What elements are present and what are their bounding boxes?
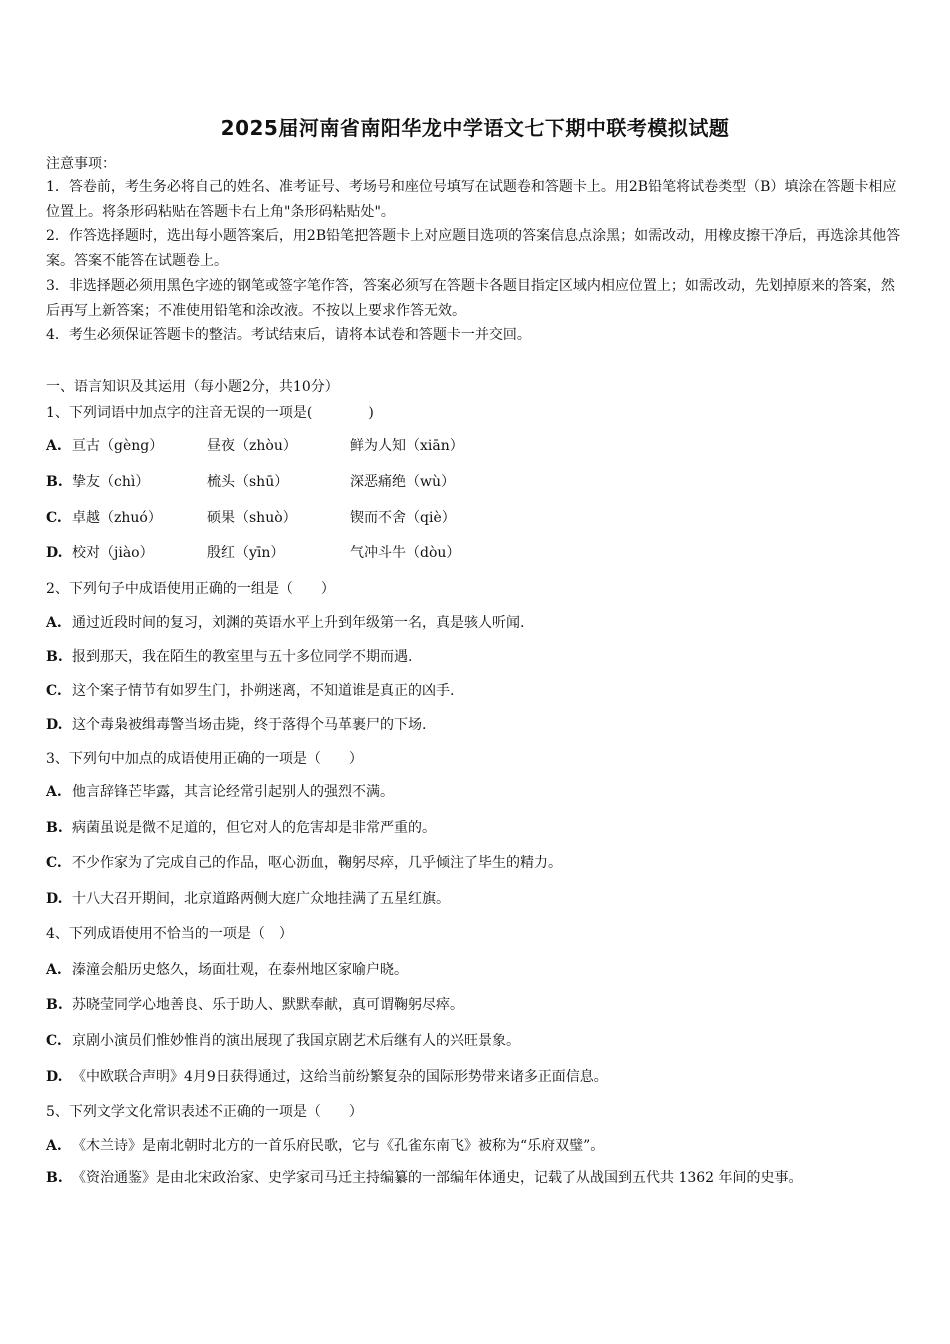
question-4-option-d	[46, 1066, 908, 1086]
option-letter: D.	[46, 545, 63, 561]
option-letter: A.	[46, 962, 62, 978]
question-4-stem: 4、下列成语使用不恰当的一项是（ ）	[46, 926, 293, 942]
option-word: 硕果（shuò）	[207, 510, 297, 526]
option-letter: B.	[46, 997, 63, 1013]
question-5-option-a	[46, 1135, 908, 1155]
page-title: 2025届河南省南阳华龙中学语文七下期中联考模拟试题	[220, 116, 730, 140]
question-2-option-d	[46, 714, 908, 734]
question-1-option-c	[46, 507, 908, 527]
option-word: 深恶痛绝（wù）	[350, 474, 455, 490]
option-text: 通过近段时间的复习，刘渊的英语水平上升到年级第一名，真是骇人听闻.	[72, 615, 525, 631]
option-word: 卓越（zhuó）	[72, 510, 162, 526]
question-4-option-c	[46, 1030, 908, 1050]
option-letter: A.	[46, 615, 62, 631]
option-word: 气冲斗牛（dòu）	[350, 545, 461, 561]
question-5-option-b	[46, 1160, 908, 1196]
question-2-stem: 2、下列句子中成语使用正确的一组是（ ）	[46, 581, 335, 597]
option-text: 不少作家为了完成自己的作品，呕心沥血，鞠躬尽瘁，几乎倾注了毕生的精力。	[72, 855, 562, 871]
question-2-option-b	[46, 646, 908, 666]
question-3-stem: 3、下列句中加点的成语使用正确的一项是（ ）	[46, 751, 363, 767]
option-word: 昼夜（zhòu）	[207, 438, 297, 454]
option-text: 他言辞锋芒毕露，其言论经常引起别人的强烈不满。	[72, 784, 394, 800]
question-3-option-b	[46, 817, 908, 837]
question-4-option-a	[46, 959, 908, 979]
notice-heading: 注意事项：	[46, 156, 116, 172]
question-3-option-d	[46, 888, 908, 908]
option-word: 梳头（shū）	[207, 474, 289, 490]
option-text: 京剧小演员们惟妙惟肖的演出展现了我国京剧艺术后继有人的兴旺景象。	[72, 1033, 520, 1049]
option-text: 《中欧联合声明》4月9日获得通过，这给当前纷繁复杂的国际形势带来诸多正面信息。	[72, 1069, 608, 1085]
question-1-option-d	[46, 542, 908, 562]
option-letter: C.	[46, 510, 62, 526]
option-word: 鲜为人知（xiān）	[350, 438, 464, 454]
option-letter: B.	[46, 1170, 63, 1186]
option-letter: A.	[46, 784, 62, 800]
option-letter: B.	[46, 649, 63, 665]
option-letter: C.	[46, 855, 62, 871]
option-letter: A.	[46, 1138, 62, 1154]
option-letter: D.	[46, 891, 63, 907]
section-heading: 一、语言知识及其运用（每小题2分，共10分）	[46, 379, 339, 395]
question-2-option-a	[46, 612, 908, 632]
option-text: 病菌虽说是微不足道的，但它对人的危害却是非常严重的。	[72, 820, 436, 836]
option-letter: A.	[46, 438, 62, 454]
option-letter: B.	[46, 820, 63, 836]
option-letter: D.	[46, 717, 63, 733]
option-word: 锲而不舍（qiè）	[350, 510, 456, 526]
option-text: 《资治通鉴》是由北宋政治家、史学家司马迁主持编纂的一部编年体通史，记载了从战国到五代共 1362 年间的史事。	[72, 1170, 803, 1186]
option-letter: C.	[46, 683, 62, 699]
option-text: 《木兰诗》是南北朝时北方的一首乐府民歌，它与《孔雀东南飞》被称为“乐府双璧”。	[72, 1138, 605, 1154]
option-word: 亘古（gèng）	[72, 438, 164, 454]
option-letter: D.	[46, 1069, 63, 1085]
option-word: 挚友（chì）	[72, 474, 150, 490]
option-text: 溱潼会船历史悠久，场面壮观，在泰州地区家喻户晓。	[72, 962, 408, 978]
option-text: 报到那天，我在陌生的教室里与五十多位同学不期而遇.	[72, 649, 413, 665]
option-text: 十八大召开期间，北京道路两侧大庭广众地挂满了五星红旗。	[72, 891, 450, 907]
question-3-option-a	[46, 781, 908, 801]
question-1-stem: 1、下列词语中加点字的注音无误的一项是( )	[46, 405, 374, 421]
option-letter: B.	[46, 474, 63, 490]
option-word: 校对（jiào）	[72, 545, 154, 561]
question-1-option-a	[46, 435, 908, 455]
notice-item: 2．作答选择题时，选出每小题答案后，用2B铅笔把答题卡上对应题目选项的答案信息点涂黑；如需改动，用橡皮擦干净后，再选涂其他答案。答案不能答在试题卷上。	[46, 228, 901, 269]
question-5-stem: 5、下列文学文化常识表述不正确的一项是（ ）	[46, 1104, 363, 1120]
option-word: 殷红（yīn）	[207, 545, 285, 561]
option-text: 这个毒枭被缉毒警当场击毙，终于落得个马革裹尸的下场.	[72, 717, 427, 733]
notice-item: 3．非选择题必须用黑色字迹的钢笔或签字笔作答，答案必须写在答题卡各题目指定区域内相应位置上；如需改动，先划掉原来的答案，然后再写上新答案；不准使用铅笔和涂改液。不按以上要求作答无效。	[46, 278, 895, 319]
question-2-option-c	[46, 680, 908, 700]
notice-item: 4．考生必须保证答题卡的整洁。考试结束后，请将本试卷和答题卡一并交回。	[46, 327, 531, 343]
option-text: 这个案子情节有如罗生门，扑朔迷离，不知道谁是真正的凶手.	[72, 683, 455, 699]
question-4-option-b	[46, 994, 908, 1014]
option-letter: C.	[46, 1033, 62, 1049]
option-text: 苏晓莹同学心地善良、乐于助人、默默奉献，真可谓鞠躬尽瘁。	[72, 997, 464, 1013]
question-3-option-c	[46, 852, 908, 872]
notice-item: 1．答卷前，考生务必将自己的姓名、准考证号、考场号和座位号填写在试题卷和答题卡上。用2B铅笔将试卷类型（B）填涂在答题卡相应位置上。将条形码粘贴在答题卡右上角"条形码粘贴处"。	[46, 179, 897, 220]
question-1-option-b	[46, 471, 908, 491]
